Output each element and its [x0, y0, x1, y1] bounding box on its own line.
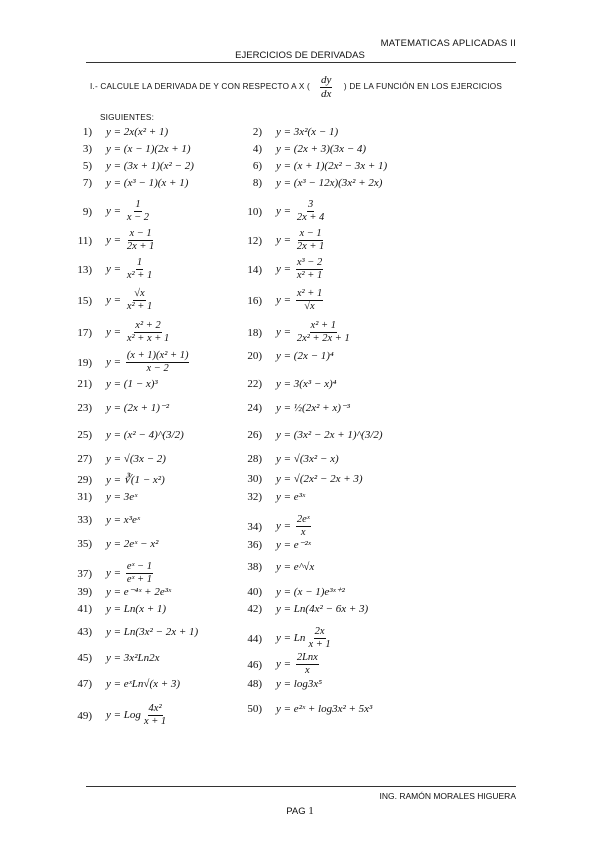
fraction [296, 288, 323, 313]
fraction-numerator: 2eˣ [296, 514, 310, 525]
fraction-denominator: 2x + 1 [126, 241, 155, 252]
fraction-denominator: √x [304, 301, 315, 312]
expression-prefix: y = Ln [276, 632, 306, 645]
exercise-expression: y = (2x + 3)(3x − 4) [276, 143, 367, 155]
exercise-expression: y = ½(2x² + x)⁻³ [276, 402, 350, 414]
exercise-number: 5) [82, 160, 92, 172]
exercise-expression [276, 199, 327, 224]
exercise-expression [106, 199, 152, 224]
fraction [296, 320, 351, 345]
exercise-number: 44) [247, 632, 262, 645]
exercise-item [62, 585, 171, 598]
exercise-number: 9) [82, 205, 92, 218]
exercise-expression: y = e²ˣ + log3x² + 5x³ [276, 703, 373, 715]
expression-lhs: y = [276, 294, 294, 307]
exercise-number: 46) [247, 658, 262, 671]
fraction [126, 561, 153, 586]
exercise-item [62, 561, 155, 586]
exercise-item [232, 378, 336, 390]
exercise-item [232, 429, 383, 441]
exercise-number: 22) [247, 378, 262, 390]
fraction-denominator: x² + 1 [126, 270, 153, 281]
fraction-numerator: x − 1 [299, 228, 322, 239]
exercise-number: 19) [77, 356, 92, 369]
exercise-expression: y = e³ˣ [276, 491, 306, 503]
exercise-item [62, 538, 158, 550]
exercise-number: 31) [77, 491, 92, 503]
fraction-denominator: x [304, 665, 310, 676]
exercise-expression: y = √(3x² − x) [276, 453, 339, 465]
exercise-item [62, 143, 191, 155]
fraction [126, 350, 190, 375]
dy-label: dy [321, 74, 332, 86]
page-number [0, 805, 600, 817]
exercise-expression [276, 514, 313, 539]
exercise-number: 17) [77, 326, 92, 339]
dx-label: dx [321, 88, 332, 100]
fraction [126, 257, 153, 282]
exercise-item [232, 143, 366, 155]
exercise-number: 15) [77, 294, 92, 307]
exercise-expression: y = (2x − 1)⁴ [276, 350, 334, 362]
exercise-expression [106, 320, 172, 345]
exercise-number: 29) [77, 473, 92, 486]
fraction-numerator: x − 1 [129, 228, 152, 239]
expression-lhs: y = [106, 294, 124, 307]
exercise-number: 40) [247, 585, 262, 598]
exercise-item [62, 703, 169, 728]
exercise-number: 33) [77, 514, 92, 526]
fraction-numerator: 2x [314, 626, 325, 637]
exercise-expression: y = 3(x³ − x)⁴ [276, 378, 337, 390]
instructions [90, 82, 520, 122]
exercise-number: 6) [252, 160, 262, 172]
exercise-item [232, 652, 321, 677]
fraction-numerator: x³ − 2 [296, 257, 323, 268]
exercise-number: 48) [247, 678, 262, 690]
expression-lhs: y = [276, 326, 294, 339]
fraction-denominator: x + 1 [308, 639, 331, 650]
page-label: PAG [286, 806, 306, 817]
fraction-denominator: x − 2 [146, 363, 169, 374]
exercise-expression: y = (x³ − 1)(x + 1) [106, 177, 189, 189]
fraction [126, 320, 170, 345]
exercise-number: 14) [247, 263, 262, 276]
exercise-number: 41) [77, 603, 92, 615]
fraction [296, 199, 326, 224]
exercise-item [62, 126, 168, 138]
expression-lhs: y = [106, 356, 124, 369]
exercise-expression [106, 350, 191, 375]
exercise-item [232, 603, 368, 615]
fraction-denominator: x² + 1 [126, 301, 153, 312]
document-title: EJERCICIOS DE DERIVADAS [235, 50, 365, 61]
exercise-expression: y = 3x²(x − 1) [276, 126, 339, 138]
exercise-item [62, 288, 155, 313]
exercise-item [62, 626, 198, 638]
exercise-number: 25) [77, 429, 92, 441]
exercise-item [232, 473, 363, 485]
exercise-number: 18) [247, 326, 262, 339]
expression-lhs: y = [106, 263, 124, 276]
exercise-number: 50) [247, 703, 262, 715]
exercise-number: 12) [247, 234, 262, 247]
exercise-number: 2) [252, 126, 262, 138]
exercise-item [62, 429, 184, 441]
fraction-numerator: eˣ − 1 [126, 561, 153, 572]
expression-lhs: y = [276, 658, 294, 671]
exercise-expression [276, 228, 327, 253]
exercise-expression [276, 626, 334, 651]
exercise-number: 26) [247, 429, 262, 441]
dydx-fraction [318, 74, 334, 101]
fraction-numerator: x² + 2 [135, 320, 161, 331]
expression-lhs: y = [276, 263, 294, 276]
fraction-numerator: 1 [136, 257, 143, 268]
fraction-numerator: 4x² [148, 703, 162, 714]
page-num: 1 [308, 805, 314, 817]
exercise-item [62, 378, 158, 390]
exercise-item [232, 626, 334, 651]
fraction-denominator: x − 2 [126, 212, 150, 223]
exercise-number: 37) [77, 567, 92, 580]
fraction-denominator: x + 1 [143, 716, 167, 727]
exercise-item [232, 228, 327, 253]
fraction-numerator: 2Lnx [296, 652, 318, 663]
exercise-expression: y = (1 − x)³ [106, 378, 158, 390]
exercise-item [232, 320, 353, 345]
exercise-number: 20) [247, 350, 262, 362]
instructions-line2: SIGUIENTES: [100, 113, 155, 122]
exercise-item [232, 177, 382, 189]
exercise-number: 10) [247, 205, 262, 218]
exercise-item [62, 177, 188, 189]
exercise-expression [106, 561, 155, 586]
exercise-item [232, 585, 345, 598]
exercise-item [232, 514, 313, 539]
exercise-item [232, 453, 339, 465]
expression-prefix: y = Log [106, 709, 141, 722]
exercise-number: 11) [77, 234, 92, 247]
footer-divider [86, 786, 516, 787]
exercise-expression: y = ∛(1 − x²) [106, 474, 165, 486]
fraction [126, 288, 153, 313]
exercise-number: 35) [77, 538, 92, 550]
fraction [143, 703, 167, 728]
header-divider [86, 62, 516, 63]
fraction [296, 257, 323, 282]
exercise-expression [106, 288, 155, 313]
exercise-item [232, 678, 322, 690]
exercise-number: 34) [247, 520, 262, 533]
exercise-number: 23) [77, 401, 92, 414]
exercise-number: 1) [82, 126, 92, 138]
expression-lhs: y = [276, 234, 294, 247]
fraction-numerator: x² + 1 [296, 288, 323, 299]
exercise-expression: y = √(3x − 2) [106, 453, 166, 465]
exercise-expression: y = e⁻²ˣ [276, 539, 311, 551]
exercise-item [232, 288, 325, 313]
exercise-number: 32) [247, 491, 262, 503]
exercise-item [232, 257, 325, 282]
fraction-denominator: eˣ + 1 [126, 574, 153, 585]
exercise-expression: y = e⁻⁴ˣ + 2e³ˣ [106, 586, 172, 598]
course-name: MATEMATICAS APLICADAS II [380, 38, 516, 49]
expression-lhs: y = [106, 567, 124, 580]
fraction-denominator: x² + 1 [296, 270, 323, 281]
exercise-expression [106, 228, 157, 253]
exercise-item [62, 160, 194, 172]
fraction-numerator: (x + 1)(x² + 1) [126, 350, 189, 361]
exercise-expression [106, 703, 169, 728]
exercise-number: 21) [77, 378, 92, 390]
fraction [296, 228, 326, 253]
exercise-expression [276, 320, 353, 345]
exercise-expression: y = √(2x² − 2x + 3) [276, 473, 363, 485]
exercise-item [62, 453, 166, 465]
exercise-expression: y = eˣLn√(x + 3) [106, 678, 181, 690]
fraction-denominator: x [300, 527, 306, 538]
exercise-expression [276, 288, 325, 313]
exercise-item [232, 350, 334, 362]
exercise-number: 28) [247, 453, 262, 465]
exercise-item [232, 703, 372, 715]
exercise-item [62, 652, 160, 664]
exercise-item [62, 678, 180, 690]
fraction [307, 626, 331, 651]
expression-lhs: y = [106, 326, 124, 339]
exercise-expression: y = 2eˣ − x² [106, 538, 159, 550]
exercise-item [232, 401, 350, 414]
exercise-expression: y = (3x + 1)(x² − 2) [106, 160, 194, 172]
exercise-number: 30) [247, 473, 262, 485]
expression-lhs: y = [276, 520, 294, 533]
exercise-expression: y = log3x⁵ [276, 678, 323, 690]
exercise-item [62, 350, 191, 375]
exercise-item [62, 228, 157, 253]
exercise-expression: y = Ln(x + 1) [106, 603, 167, 615]
exercise-expression: y = Ln(4x² − 6x + 3) [276, 603, 369, 615]
instructions-line1-end: ) DE LA FUNCIÓN EN LOS EJERCICIOS [343, 82, 503, 91]
exercise-number: 39) [77, 585, 92, 598]
fraction-denominator: 2x + 4 [296, 212, 325, 223]
exercise-number: 45) [77, 652, 92, 664]
exercise-number: 42) [247, 603, 262, 615]
author-name: ING. RAMÓN MORALES HIGUERA [379, 791, 516, 801]
exercise-number: 16) [247, 294, 262, 307]
exercise-number: 4) [252, 143, 262, 155]
fraction [126, 228, 156, 253]
expression-lhs: y = [106, 205, 124, 218]
fraction-numerator: 3 [307, 199, 314, 210]
exercise-item [62, 257, 155, 282]
instructions-line1: I.- CALCULE LA DERIVADA DE Y CON RESPECTO A X ( [90, 82, 310, 91]
exercise-item [62, 199, 152, 224]
exercise-item [232, 160, 387, 172]
exercise-number: 7) [82, 177, 92, 189]
exercise-expression: y = (x − 1)(2x + 1) [106, 143, 191, 155]
exercise-expression: y = 2x(x² + 1) [106, 126, 169, 138]
exercise-number: 8) [252, 177, 262, 189]
exercise-number: 13) [77, 263, 92, 276]
exercise-expression: y = 3eˣ [106, 491, 138, 503]
exercise-expression: y = 3x²Ln2x [106, 652, 160, 664]
fraction-denominator: 2x² + 2x + 1 [296, 333, 350, 344]
exercise-expression: y = (x³ − 12x)(3x² + 2x) [276, 177, 383, 189]
fraction [296, 514, 311, 539]
exercise-number: 47) [77, 678, 92, 690]
exercise-item [232, 491, 305, 503]
exercise-expression [106, 257, 155, 282]
exercise-number: 36) [247, 538, 262, 551]
exercise-expression: y = (x + 1)(2x² − 3x + 1) [276, 160, 388, 172]
exercise-item [232, 561, 314, 573]
exercise-item [62, 603, 166, 615]
fraction-numerator: x² + 1 [310, 320, 336, 331]
exercise-item [232, 538, 311, 551]
exercise-number: 49) [77, 709, 92, 722]
exercise-number: 24) [247, 401, 262, 414]
fraction-numerator: √x [134, 288, 145, 299]
fraction-denominator: x² + x + 1 [126, 333, 170, 344]
exercise-expression [276, 257, 325, 282]
exercise-item [62, 473, 165, 486]
fraction [296, 652, 319, 677]
exercise-number: 3) [82, 143, 92, 155]
exercise-expression: y = (x − 1)e³ˣ⁺² [276, 586, 345, 598]
exercise-expression [276, 652, 321, 677]
expression-lhs: y = [106, 234, 124, 247]
exercise-item [62, 514, 140, 526]
exercise-number: 38) [247, 561, 262, 573]
fraction-numerator: 1 [135, 199, 141, 210]
exercise-number: 43) [77, 626, 92, 638]
exercise-item [62, 401, 169, 414]
exercise-expression: y = x³eˣ [106, 514, 140, 526]
exercise-number: 27) [77, 453, 92, 465]
exercise-item [62, 491, 137, 503]
exercise-item [232, 199, 327, 224]
exercise-expression: y = (3x² − 2x + 1)^(3/2) [276, 429, 383, 441]
fraction [126, 199, 150, 224]
exercise-expression: y = (2x + 1)⁻² [106, 402, 170, 414]
expression-lhs: y = [276, 205, 294, 218]
exercise-expression: y = e^√x [276, 561, 315, 573]
exercise-item [232, 126, 338, 138]
exercise-expression: y = (x² − 4)^(3/2) [106, 429, 184, 441]
exercise-item [62, 320, 172, 345]
fraction-denominator: 2x + 1 [296, 241, 325, 252]
exercise-expression: y = Ln(3x² − 2x + 1) [106, 626, 199, 638]
